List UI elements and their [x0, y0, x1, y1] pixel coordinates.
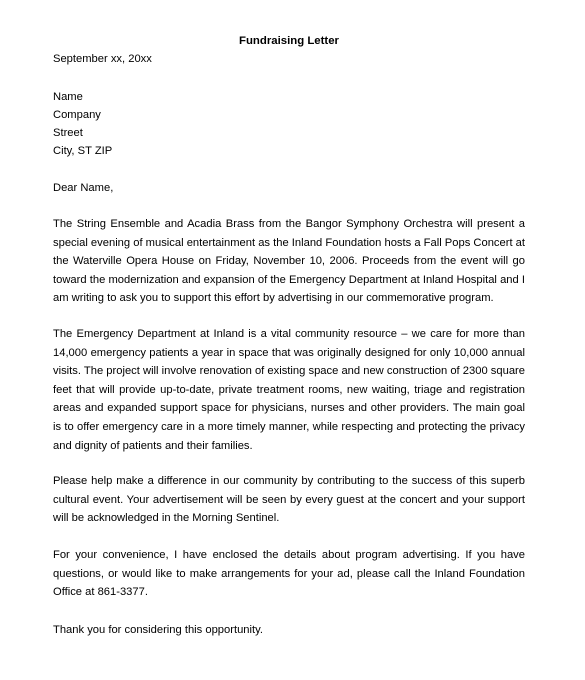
body-paragraph: For your convenience, I have enclosed the details about program advertising. If you have questions, or would like to make arrangements for your ad, please call the Inland Foundation Office at 861-3377. [53, 549, 525, 599]
letter-title: Fundraising Letter [239, 35, 339, 47]
letter-date: September xx, 20xx [53, 53, 152, 65]
body-paragraph: Please help make a difference in our community by contributing to the success of this superb cultural event. Your advertisement will be seen by every guest at the concert and your support will be acknowledged in the Morning Sentinel. [53, 475, 525, 525]
recipient-street: Street [53, 127, 83, 139]
body-paragraph: The String Ensemble and Acadia Brass from the Bangor Symphony Orchestra will present a special evening of musical entertainment as the Inland Foundation hosts a Fall Pops Concert at the Waterville Opera House on Friday, November 10, 2006. Proceeds from the event will go toward the modernization and expansion of the Emergency Department at Inland Hospital and I am writing to ask you to support this effort by advertising in our commemorative program. [53, 218, 526, 305]
recipient-name: Name [53, 91, 83, 103]
body-paragraph: The Emergency Department at Inland is a vital community resource – we care for more than 14,000 emergency patients a year in space that was originally designed for only 10,000 annual visits. The project will involve renovation of existing space and new construction of 2300 square feet that will provide up-to-date, private treatment rooms, new waiting, triage and registration areas and expanded support space for physicians, nurses and other providers. The main goal is to offer emergency care in a more timely manner, while respecting and protecting the privacy and dignity of patients and their families. [53, 328, 525, 452]
salutation: Dear Name, [53, 182, 114, 194]
recipient-company: Company [53, 109, 101, 121]
closing-line: Thank you for considering this opportunity. [53, 624, 263, 636]
recipient-city: City, ST ZIP [53, 145, 113, 157]
